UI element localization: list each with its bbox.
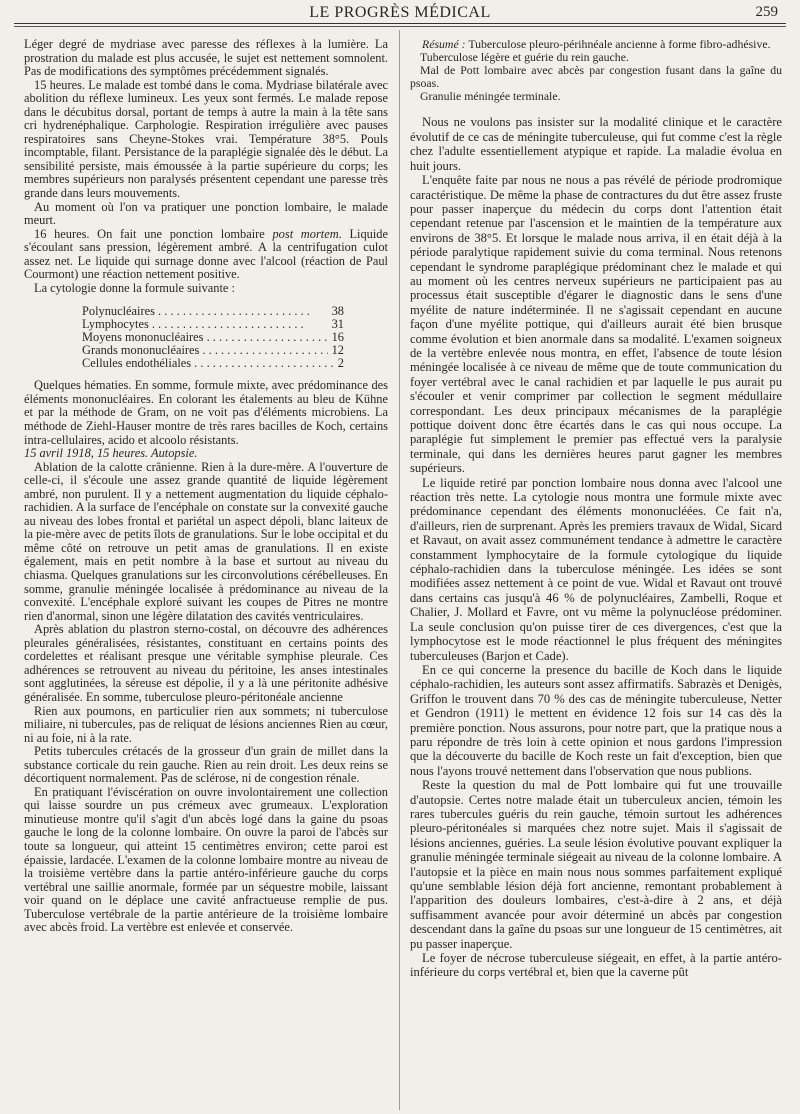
resume-block (410, 38, 782, 103)
text-run: . Liquide s'écoulant sans pression, légèrement ambré. A la centrifugation culot assez net. Le liquide qui surnage donne avec l'alcool (réaction de Paul Courmont) une réaction nettement positive. (24, 226, 388, 282)
cytology-value: 31 (328, 318, 344, 331)
left-column (24, 38, 388, 1108)
paragraph: Après ablation du plastron sterno-costal, on découvre des adhérences pleurales généralisées, résistantes, constituant en certains points des cordelettes et réalisant presque une véritable symphise pleurale. Ces adhérences se retrouvent au niveau du péritoine, les anses intestinales sont agglutinées, la séreuse est dépolie, il y a là une péritonite adhésive généralisée. En somme, tuberculose pleuro-péritonéale ancienne (24, 622, 388, 704)
cytology-row (82, 357, 344, 370)
cytology-row (82, 318, 344, 331)
cytology-label: Lymphocytes . . . (82, 318, 304, 331)
paragraph: 15 heures. Le malade est tombé dans le coma. Mydriase bilatérale avec abolition du réflexe lumineux. Les yeux sont fermés. Le malade repose dans le décubitus dorsal, portant de temps à autre la main à la tête sans cri hydrenéphalique. Carphologie. Respiration irrégulière avec pauses respiratoires sans Cheyne-Stokes vrai. Température 38°5. Pouls incomptable, filant. Persistance de la paraplégie signalée dès le début. La sensibilité persiste, mais émoussée à la partie supérieure du corps; les membres supérieurs non paralysés présentent cependant une paresse très grande dans leurs mouvements. (24, 77, 388, 201)
autopsy-date: 15 avril 1918, 15 heures. Autopsie. (24, 446, 198, 461)
paragraph: Nous ne voulons pas insister sur la modalité clinique et le caractère évolutif de ce cas de méningite tuberculeuse, qui fut comme c'est la règle chez l'adulte essentiellement atypique et rapide. La maladie évolua en huit jours. (410, 115, 782, 173)
right-column (410, 38, 782, 1108)
paragraph: Reste la question du mal de Pott lombaire qui fut une trouvaille d'autopsie. Certes notre malade était un tuberculeux ancien, témoin les rares tubercules guéris du rein gauche, témoin surtout les adhérences pleuro-péritonéales si marquées chez notre sujet. Mais il s'agissait de lésions anciennes, guéries. La seule lésion évolutive pouvant expliquer la granulie méningée terminale siégeait au niveau de la colonne lombaire. A l'autopsie et la pièce en main nous nous sommes parfaitement expliqué qu'une semblable lésion déjà fort ancienne, remontant probablement à l'apparition des douleurs lombaires, c'est-à-dire à 2 ans, et déjà suffisamment avancée pour avoir déterminé un abcès par congestion descendant dans la gaîne du psoas sur une longueur de 15 centimètres, ait pu passer inaperçue. (410, 778, 782, 951)
cytology-row (82, 305, 344, 318)
cytology-value: 16 (328, 331, 344, 344)
paragraph (24, 228, 388, 282)
paragraph: Quelques hématies. En somme, formule mixte, avec prédominance des éléments mononucléaires. En colorant les étalements au bleu de Kühne et par la méthode de Gram, on ne voit pas d'éléments microbiens. La méthode de Ziehl-Hauser montre de très rares bacilles de Koch, certains intra-cellulaires, acido et alcoolo résistants. (24, 378, 388, 447)
paragraph: L'enquête faite par nous ne nous a pas révélé de période prodromique caractéristique. De même la phase de contractures du dut être assez fruste pour passer inaperçue du médecin du corps dont l'attention était cependant retenue par l'ascension et le maintien de la température aux environs de 38°5. Et lorsque le malade nous arriva, il en était déjà à la période paralytique rapidement suivie du coma terminal. Nous retenons cependant le syndrome paraplégique prédominant chez le malade et qui au moment où les centres nerveux supérieurs ne participaient pas au processus était susceptible d'égarer le diagnostic dans le sens d'une myélite de nature indéterminée. Il ne s'agissait cependant en aucune façon d'une myélite pottique, qui d'ailleurs aurait été bien brusque comme évolution et bien anormale dans sa modalité. L'examen soigneux de la vertèbre enlevée nous montra, en effet, l'absence de toute lésion méningée localisée à ce niveau de même que de toute communication du foyer vertébral avec le canal rachidien et par laquelle le pus aurait pu s'écouler et venir comprimer par collection le segment médullaire correspondant. Les deux principaux mécanismes de la paraplégie pottique doivent donc être écartés dans le cas qui nous occupe. La paraplégie fut simplement le premier pas effectué vers la paralysie terminale, qui dans les dernières heures parut gagner les membres supérieurs. (410, 173, 782, 476)
paragraph: Au moment où l'on va pratiquer une ponction lombaire, le malade meurt. (24, 199, 388, 228)
cytology-table (82, 305, 344, 369)
resume-line: Tuberculose légère et guérie du rein gauche. (420, 50, 629, 65)
cytology-value: 38 (328, 305, 344, 318)
paragraph: En ce qui concerne la presence du bacille de Koch dans le liquide céphalo-rachidien, les auteurs sont assez affirmatifs. Sabrazès et Denigès, Griffon le trouvent dans 70 % des cas de méningite tuberculeuse, Netter et Gendron (1911) le mettent en évidence 12 fois sur 14 cas dès la première ponction. Nous assurons, pour notre part, que la pratique nous a paru répondre de très loin à cette opinion et nous gardons l'impression que la découverte du bacille de Koch reste un fait d'exception, bien que nous l'ayons trouvé nettement dans l'observation que nous publions. (410, 662, 782, 778)
paragraph: Léger degré de mydriase avec paresse des réflexes à la lumière. La prostration du malade est plus accusée, le sujet est nettement somnolent. Pas de modifications des symptômes précédemment signalés. (24, 38, 388, 79)
page-number: 259 (755, 4, 778, 20)
paragraph: Le foyer de nécrose tuberculeuse siégeait, en effet, à la partie antéro-inférieure du corps vertébral et, bien que la caverne pût (410, 951, 782, 980)
resume-line: Granulie méningée terminale. (420, 89, 561, 104)
text-run: 16 heures. On fait une ponction lombaire (34, 226, 273, 241)
paragraph: La cytologie donne la formule suivante : (34, 280, 235, 295)
cytology-row (82, 331, 344, 344)
resume-label: Résumé : (422, 38, 466, 51)
paragraph: Petits tubercules crétacés de la grosseur d'un grain de millet dans la substance corticale du rein gauche. Rien au rein droit. Les deux reins se décortiquent normalement. Pas de sclérose, ni de congestion rénale. (24, 744, 388, 786)
cytology-value: 12 (328, 344, 344, 357)
cytology-label: Moyens mononucléaires . . . (82, 331, 328, 344)
cytology-value: 2 (334, 357, 344, 370)
paragraph: En pratiquant l'éviscération on ouvre involontairement une collection qui laisse sourdre un pus crémeux avec grumeaux. L'exploration minutieuse montre qu'il s'agit d'un abcès logé dans la gaine du psoas gauche le long de la colonne lombaire. On ouvre la paroi de l'abcès sur toute sa longueur, qui atteint 15 centimètres environ; cette paroi est épaissie, lardacée. L'examen de la colonne lombaire montre au niveau de la troisième vertèbre dans la partie antéro-inférieure gauche du corps vertébral une saillie anormale, formée par un séquestre mobile, laissant voir quand on le déplace une cavité anfractueuse remplie de pus. Tuberculose vertébrale de la partie antérieure de la troisième lombaire avec abcès froid. La vertèbre est enlevée et conservée. (24, 784, 388, 935)
paragraph: Le liquide retiré par ponction lombaire nous donna avec l'alcool une réaction très nette. La cytologie nous montra une formule mixte avec prédominance cependant des éléments mononucléées. Ce fait n'a, d'ailleurs, rien de surprenant. Après les premiers travaux de Widal, Sicard et Ravaut, on avait assez communément tendance à admettre le caractère constamment lymphocytaire de la formule cytologique du liquide céphalo-rachidien dans la tuberculose méningée. Les idées se sont modifiées assez nettement à ce point de vue. Widal et Ravaut ont trouvé dans certains cas jusqu'à 46 % de polynucléaires, Zambelli, Roque et Chalier, J. Mollard et Favre, ont vu même la polynucléose prédominer. La seule conclusion qu'on puisse tirer de ces divergences, c'est que la lymphocytose est le mode réactionnel le plus fréquent des méningites tuberculeuses (Barjon et Cade). (410, 475, 782, 663)
cytology-label: Cellules endothéliales . . . (82, 357, 334, 370)
cytology-label: Polynucléaires . . . (82, 305, 310, 318)
emphasis: post mortem (272, 226, 339, 241)
paragraph: Ablation de la calotte crânienne. Rien à la dure-mère. A l'ouverture de celle-ci, il s'écoule une assez grande quantité de liquide légèrement ambré, non purulent. Il y a nettement augmentation du liquide céphalo-rachidien. A la surface de l'encéphale on constate sur la convexité gauche au niveau des lobes frontal et pariétal un aspect dépoli, blanc laiteux de la pie-mère avec de petits îlots de granulations. Sur le lobe occipital et du même côté on retrouve un petit amas de granulations. Il en existe également, mais en petit nombre à la base et surtout au niveau du chiasma. Quelques granulations sur les circonvolutions cérébelleuses. En somme, granulie méningée localisée à prédominance au niveau de la convexité. L'encéphale exploré suivant les coupes de Pitres ne montre rien d'anormal, sinon une légère dilatation des cavités ventriculaires. (24, 459, 388, 623)
resume-line: Mal de Pott lombaire avec abcès par congestion fusant dans la gaîne du psoas. (410, 63, 782, 91)
header-rule (14, 23, 786, 24)
cytology-label: Grands mononucléaires . . . (82, 344, 328, 357)
journal-title: LE PROGRÈS MÉDICAL (309, 4, 491, 21)
text-run: Tuberculose pleuro-périhnéale ancienne à forme fibro-adhésive. (465, 38, 771, 51)
page-header (14, 2, 786, 24)
header-rule-thin (14, 26, 786, 27)
cytology-row (82, 344, 344, 357)
paragraph: Rien aux poumons, en particulier rien aux sommets; ni tuberculose miliaire, ni tubercules, pas de reliquat de lésions anciennes Rien au cœur, ni au foie, ni à la rate. (24, 703, 388, 745)
column-divider (399, 30, 400, 1110)
